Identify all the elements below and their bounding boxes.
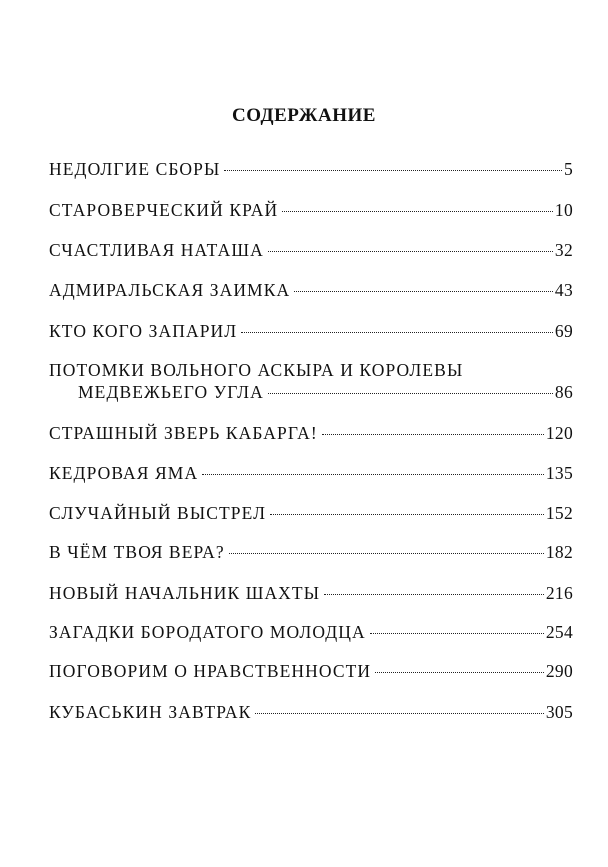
dot-leader bbox=[241, 332, 553, 333]
toc-entry-page: 216 bbox=[545, 583, 573, 603]
toc-entry-title: АДМИРАЛЬСКАЯ ЗАИМКА bbox=[49, 280, 291, 300]
toc-entry bbox=[49, 582, 573, 604]
toc-heading: СОДЕРЖАНИЕ bbox=[232, 105, 376, 126]
toc-entry-page: 305 bbox=[545, 702, 573, 722]
toc-entry-page: 43 bbox=[554, 280, 573, 300]
dot-leader bbox=[324, 594, 544, 595]
dot-leader bbox=[282, 211, 553, 212]
toc-entry-title: НОВЫЙ НАЧАЛЬНИК ШАХТЫ bbox=[49, 583, 321, 603]
toc-entry-title: ЗАГАДКИ БОРОДАТОГО МОЛОДЦА bbox=[49, 622, 366, 642]
toc-entry bbox=[49, 199, 573, 221]
dot-leader bbox=[270, 514, 544, 515]
toc-entry-page: 290 bbox=[545, 661, 573, 681]
dot-leader bbox=[370, 633, 544, 634]
toc-entry bbox=[49, 621, 573, 643]
toc-entry-title: СТАРОВЕРЧЕСКИЙ КРАЙ bbox=[49, 200, 279, 220]
toc-entry-title-continuation: МЕДВЕЖЬЕГО УГЛА bbox=[78, 382, 264, 402]
toc-entry-title: НЕДОЛГИЕ СБОРЫ bbox=[49, 159, 221, 179]
toc-entry-title: ПОТОМКИ ВОЛЬНОГО АСКЫРА И КОРОЛЕВЫ bbox=[49, 360, 464, 380]
toc-entry bbox=[49, 320, 573, 342]
toc-entry bbox=[49, 158, 573, 180]
dot-leader bbox=[202, 474, 544, 475]
toc-entry-page: 69 bbox=[554, 321, 573, 341]
toc-entry-title: СТРАШНЫЙ ЗВЕРЬ КАБАРГА! bbox=[49, 423, 318, 443]
toc-entry-page: 5 bbox=[563, 159, 573, 179]
toc-entry bbox=[49, 279, 573, 301]
toc-entry-page: 152 bbox=[545, 503, 573, 523]
toc-entry-title: КТО КОГО ЗАПАРИЛ bbox=[49, 321, 238, 341]
toc-entry-page: 10 bbox=[554, 200, 573, 220]
dot-leader bbox=[322, 434, 544, 435]
toc-entry-page: 32 bbox=[554, 240, 573, 260]
toc-entry bbox=[49, 660, 573, 682]
toc-entry bbox=[49, 701, 573, 723]
dot-leader bbox=[224, 170, 562, 171]
toc-entry bbox=[49, 541, 573, 563]
dot-leader bbox=[375, 672, 544, 673]
dot-leader bbox=[268, 393, 553, 394]
toc-entry-page: 254 bbox=[545, 622, 573, 642]
toc-entry-title: ПОГОВОРИМ О НРАВСТВЕННОСТИ bbox=[49, 661, 372, 681]
toc-entry bbox=[49, 239, 573, 261]
toc-entry bbox=[49, 462, 573, 484]
toc-entry bbox=[49, 422, 573, 444]
toc-entry-page: 135 bbox=[545, 463, 573, 483]
toc-entry bbox=[49, 502, 573, 524]
dot-leader bbox=[294, 291, 553, 292]
toc-entry bbox=[49, 359, 573, 403]
toc-entry-title: КЕДРОВАЯ ЯМА bbox=[49, 463, 199, 483]
toc-entry-title: КУБАСЬКИН ЗАВТРАК bbox=[49, 702, 252, 722]
toc-entry-page: 120 bbox=[545, 423, 573, 443]
dot-leader bbox=[268, 251, 553, 252]
toc-entry-title: В ЧЁМ ТВОЯ ВЕРА? bbox=[49, 542, 225, 562]
toc-entry-title: СЛУЧАЙНЫЙ ВЫСТРЕЛ bbox=[49, 503, 267, 523]
dot-leader bbox=[255, 713, 543, 714]
toc-entry-title: СЧАСТЛИВАЯ НАТАША bbox=[49, 240, 264, 260]
toc-entry-page: 86 bbox=[554, 382, 573, 402]
toc-entry-page: 182 bbox=[545, 542, 573, 562]
dot-leader bbox=[229, 553, 544, 554]
